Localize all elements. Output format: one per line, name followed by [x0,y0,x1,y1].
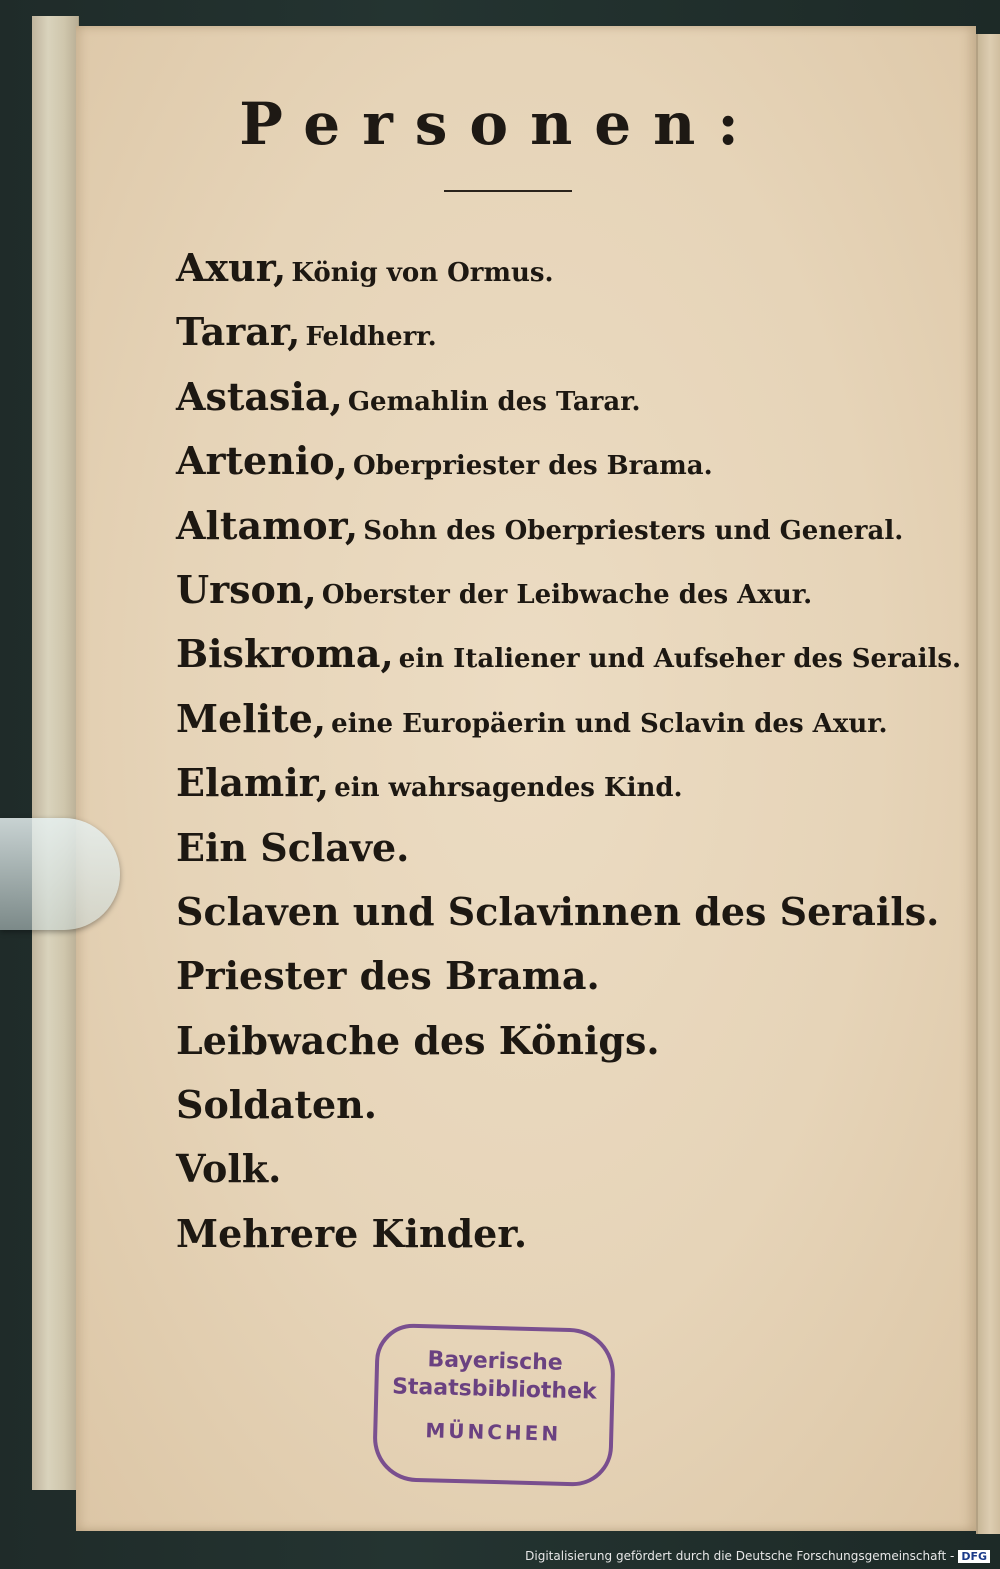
cast-list [176,236,962,1266]
cast-role: Oberster der Leibwache des Axur. [321,579,813,610]
cast-name: Altamor, [176,502,359,548]
cast-role: Feldherr. [305,322,437,353]
cast-name: Melite, [176,695,327,741]
cast-name: Priester des Brama. [176,953,600,999]
cast-role: Oberpriester des Brama. [352,451,713,482]
cast-role: Sohn des Oberpriesters und General. [363,515,904,546]
cast-entry [176,236,876,300]
cast-entry [176,365,876,429]
cast-name: Leibwache des Königs. [176,1017,660,1063]
digitization-credit [525,1549,990,1563]
stamp-line: MÜNCHEN [425,1418,562,1446]
cast-entry [176,687,888,751]
cast-entry [176,944,876,1008]
cast-entry [176,816,876,880]
cast-name: Biskroma, [176,631,394,677]
credit-text: Digitalisierung gefördert durch die Deutsche Forschungsgemeinschaft - [525,1549,955,1563]
cast-entry [176,558,876,622]
cast-role: ein wahrsagendes Kind. [334,773,683,804]
page-title: Personen: [239,90,761,158]
cast-role: König von Ormus. [291,258,554,288]
stamp-line: Staatsbibliothek [391,1374,598,1405]
cast-entry [176,494,904,558]
cast-entry [176,429,876,493]
cast-role: eine Europäerin und Sclavin des Axur. [331,708,888,739]
cast-name: Urson, [176,566,317,612]
cast-name: Sclaven und Sclavinnen des Serails. [176,888,940,934]
page-edge-left [32,16,79,1490]
cast-name: Artenio, [176,438,348,484]
stamp-line: Bayerische [427,1347,564,1376]
facing-page-edge [976,34,1000,1534]
cast-entry [176,622,962,686]
cast-name: Ein Sclave. [176,824,410,870]
cast-entry [176,1202,876,1266]
cast-name: Axur, [176,245,287,290]
cast-name: Tarar, [176,309,301,355]
cast-entry [176,300,876,364]
title-rule [444,190,572,192]
cast-entry [176,1137,876,1201]
library-stamp [372,1323,616,1487]
dfg-logo: DFG [958,1550,990,1563]
cast-entry [176,751,876,815]
cast-name: Elamir, [176,760,330,806]
cast-name: Soldaten. [176,1082,378,1128]
cast-entry [176,1009,876,1073]
cast-role: ein Italiener und Aufseher des Serails. [398,644,962,675]
cast-name: Mehrere Kinder. [176,1210,528,1256]
cast-entry [176,880,940,944]
cast-name: Volk. [176,1146,282,1192]
cast-entry [176,1073,876,1137]
page-clip [0,818,120,930]
cast-name: Astasia, [176,373,343,419]
cast-role: Gemahlin des Tarar. [347,386,641,417]
